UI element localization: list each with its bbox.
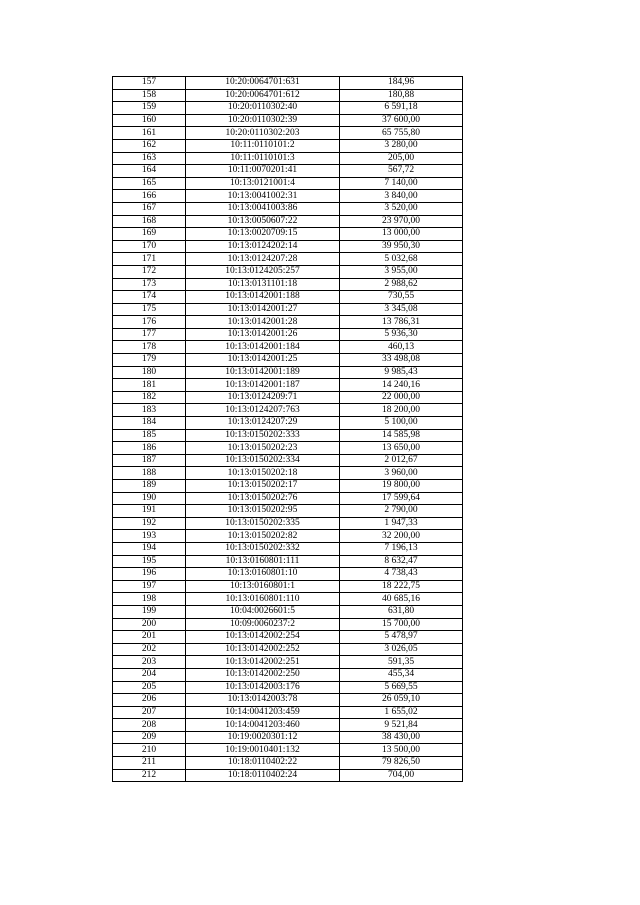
row-number-cell: 208 — [113, 719, 186, 732]
value-cell: 13 500,00 — [340, 744, 463, 757]
table-row — [113, 631, 463, 644]
cadastral-number-cell: 10:11:0110101:2 — [186, 139, 340, 152]
table-row — [113, 316, 463, 329]
row-number-cell: 163 — [113, 152, 186, 165]
table-row — [113, 681, 463, 694]
row-number-cell: 200 — [113, 618, 186, 631]
row-number-cell: 193 — [113, 530, 186, 543]
value-cell: 3 840,00 — [340, 190, 463, 203]
row-number-cell: 212 — [113, 769, 186, 782]
row-number-cell: 189 — [113, 480, 186, 493]
value-cell: 32 200,00 — [340, 530, 463, 543]
table-row — [113, 202, 463, 215]
table-row — [113, 719, 463, 732]
cadastral-number-cell: 10:13:0124209:71 — [186, 391, 340, 404]
row-number-cell: 180 — [113, 366, 186, 379]
table-row — [113, 291, 463, 304]
row-number-cell: 207 — [113, 706, 186, 719]
table-row — [113, 102, 463, 115]
cadastral-number-cell: 10:19:0010401:132 — [186, 744, 340, 757]
table-row — [113, 555, 463, 568]
row-number-cell: 191 — [113, 505, 186, 518]
cadastral-number-cell: 10:13:0142001:27 — [186, 303, 340, 316]
row-number-cell: 201 — [113, 631, 186, 644]
cadastral-number-cell: 10:13:0041003:86 — [186, 202, 340, 215]
table-row — [113, 391, 463, 404]
cadastral-number-cell: 10:20:0064701:631 — [186, 77, 340, 90]
cadastral-number-cell: 10:04:0026601:5 — [186, 605, 340, 618]
cadastral-number-cell: 10:13:0142001:184 — [186, 341, 340, 354]
table-row — [113, 127, 463, 140]
row-number-cell: 205 — [113, 681, 186, 694]
value-cell: 38 430,00 — [340, 731, 463, 744]
table-row — [113, 517, 463, 530]
row-number-cell: 179 — [113, 354, 186, 367]
row-number-cell: 168 — [113, 215, 186, 228]
value-cell: 3 345,08 — [340, 303, 463, 316]
cadastral-number-cell: 10:13:0142002:252 — [186, 643, 340, 656]
cadastral-number-cell: 10:13:0142001:28 — [186, 316, 340, 329]
table-row — [113, 542, 463, 555]
value-cell: 455,34 — [340, 668, 463, 681]
value-cell: 180,88 — [340, 89, 463, 102]
cadastral-number-cell: 10:13:0142001:26 — [186, 328, 340, 341]
value-cell: 184,96 — [340, 77, 463, 90]
cadastral-number-cell: 10:13:0124207:763 — [186, 404, 340, 417]
table-row — [113, 77, 463, 90]
table-row — [113, 429, 463, 442]
row-number-cell: 173 — [113, 278, 186, 291]
row-number-cell: 190 — [113, 492, 186, 505]
table-row — [113, 480, 463, 493]
table-row — [113, 240, 463, 253]
row-number-cell: 171 — [113, 253, 186, 266]
value-cell: 18 222,75 — [340, 580, 463, 593]
cadastral-number-cell: 10:13:0142002:251 — [186, 656, 340, 669]
table-row — [113, 618, 463, 631]
value-cell: 1 655,02 — [340, 706, 463, 719]
cadastral-number-cell: 10:20:0110302:39 — [186, 114, 340, 127]
cadastral-number-cell: 10:20:0064701:612 — [186, 89, 340, 102]
row-number-cell: 202 — [113, 643, 186, 656]
table-row — [113, 744, 463, 757]
table-row — [113, 643, 463, 656]
value-cell: 13 000,00 — [340, 228, 463, 241]
value-cell: 39 950,30 — [340, 240, 463, 253]
table-row — [113, 379, 463, 392]
cadastral-number-cell: 10:13:0142003:176 — [186, 681, 340, 694]
table-row — [113, 228, 463, 241]
value-cell: 5 936,30 — [340, 328, 463, 341]
table-row — [113, 265, 463, 278]
row-number-cell: 166 — [113, 190, 186, 203]
table-row — [113, 303, 463, 316]
value-cell: 567,72 — [340, 165, 463, 178]
row-number-cell: 198 — [113, 593, 186, 606]
table-row — [113, 215, 463, 228]
row-number-cell: 199 — [113, 605, 186, 618]
cadastral-number-cell: 10:18:0110402:24 — [186, 769, 340, 782]
row-number-cell: 165 — [113, 177, 186, 190]
value-cell: 1 947,33 — [340, 517, 463, 530]
table-row — [113, 769, 463, 782]
value-cell: 9 521,84 — [340, 719, 463, 732]
cadastral-number-cell: 10:14:0041203:459 — [186, 706, 340, 719]
value-cell: 7 140,00 — [340, 177, 463, 190]
table-row — [113, 668, 463, 681]
value-cell: 37 600,00 — [340, 114, 463, 127]
cadastral-number-cell: 10:13:0050607:22 — [186, 215, 340, 228]
cadastral-number-cell: 10:13:0150202:82 — [186, 530, 340, 543]
row-number-cell: 169 — [113, 228, 186, 241]
value-cell: 704,00 — [340, 769, 463, 782]
row-number-cell: 161 — [113, 127, 186, 140]
table-row — [113, 656, 463, 669]
table-body — [113, 77, 463, 782]
value-cell: 3 960,00 — [340, 467, 463, 480]
cadastral-number-cell: 10:13:0150202:18 — [186, 467, 340, 480]
row-number-cell: 175 — [113, 303, 186, 316]
row-number-cell: 204 — [113, 668, 186, 681]
value-cell: 14 585,98 — [340, 429, 463, 442]
cadastral-number-cell: 10:13:0121001:4 — [186, 177, 340, 190]
table-row — [113, 165, 463, 178]
row-number-cell: 184 — [113, 417, 186, 430]
table-row — [113, 341, 463, 354]
table-row — [113, 354, 463, 367]
value-cell: 2 790,00 — [340, 505, 463, 518]
row-number-cell: 170 — [113, 240, 186, 253]
cadastral-number-cell: 10:09:0060237:2 — [186, 618, 340, 631]
row-number-cell: 178 — [113, 341, 186, 354]
cadastral-number-cell: 10:13:0142001:187 — [186, 379, 340, 392]
row-number-cell: 183 — [113, 404, 186, 417]
cadastral-number-cell: 10:13:0150202:334 — [186, 454, 340, 467]
cadastral-number-cell: 10:13:0150202:17 — [186, 480, 340, 493]
value-cell: 3 520,00 — [340, 202, 463, 215]
value-cell: 591,35 — [340, 656, 463, 669]
value-cell: 18 200,00 — [340, 404, 463, 417]
value-cell: 7 196,13 — [340, 542, 463, 555]
value-cell: 79 826,50 — [340, 757, 463, 770]
table-row — [113, 706, 463, 719]
table-row — [113, 694, 463, 707]
value-cell: 631,80 — [340, 605, 463, 618]
cadastral-number-cell: 10:18:0110402:22 — [186, 757, 340, 770]
cadastral-number-cell: 10:13:0150202:333 — [186, 429, 340, 442]
value-cell: 33 498,08 — [340, 354, 463, 367]
table-row — [113, 328, 463, 341]
table-row — [113, 253, 463, 266]
cadastral-number-cell: 10:13:0124202:14 — [186, 240, 340, 253]
cadastral-number-cell: 10:13:0020709:15 — [186, 228, 340, 241]
row-number-cell: 186 — [113, 442, 186, 455]
cadastral-number-cell: 10:13:0150202:95 — [186, 505, 340, 518]
table-row — [113, 568, 463, 581]
table-row — [113, 177, 463, 190]
value-cell: 205,00 — [340, 152, 463, 165]
row-number-cell: 167 — [113, 202, 186, 215]
cadastral-number-cell: 10:13:0142001:188 — [186, 291, 340, 304]
parcel-table — [112, 76, 463, 782]
table-row — [113, 114, 463, 127]
cadastral-number-cell: 10:13:0150202:335 — [186, 517, 340, 530]
row-number-cell: 187 — [113, 454, 186, 467]
row-number-cell: 210 — [113, 744, 186, 757]
cadastral-number-cell: 10:13:0124207:29 — [186, 417, 340, 430]
cadastral-number-cell: 10:11:0070201:41 — [186, 165, 340, 178]
value-cell: 2 012,67 — [340, 454, 463, 467]
row-number-cell: 188 — [113, 467, 186, 480]
cadastral-number-cell: 10:13:0131101:18 — [186, 278, 340, 291]
cadastral-number-cell: 10:13:0160801:10 — [186, 568, 340, 581]
value-cell: 15 700,00 — [340, 618, 463, 631]
table-row — [113, 139, 463, 152]
table-row — [113, 442, 463, 455]
row-number-cell: 158 — [113, 89, 186, 102]
value-cell: 4 738,43 — [340, 568, 463, 581]
value-cell: 3 955,00 — [340, 265, 463, 278]
table-row — [113, 89, 463, 102]
row-number-cell: 211 — [113, 757, 186, 770]
value-cell: 5 100,00 — [340, 417, 463, 430]
row-number-cell: 185 — [113, 429, 186, 442]
cadastral-number-cell: 10:14:0041203:460 — [186, 719, 340, 732]
row-number-cell: 197 — [113, 580, 186, 593]
row-number-cell: 174 — [113, 291, 186, 304]
table-row — [113, 152, 463, 165]
value-cell: 65 755,80 — [340, 127, 463, 140]
value-cell: 14 240,16 — [340, 379, 463, 392]
value-cell: 22 000,00 — [340, 391, 463, 404]
row-number-cell: 164 — [113, 165, 186, 178]
row-number-cell: 159 — [113, 102, 186, 115]
value-cell: 40 685,16 — [340, 593, 463, 606]
cadastral-number-cell: 10:13:0142003:78 — [186, 694, 340, 707]
value-cell: 5 478,97 — [340, 631, 463, 644]
table-row — [113, 454, 463, 467]
row-number-cell: 176 — [113, 316, 186, 329]
value-cell: 2 988,62 — [340, 278, 463, 291]
row-number-cell: 203 — [113, 656, 186, 669]
cadastral-number-cell: 10:13:0142001:25 — [186, 354, 340, 367]
cadastral-number-cell: 10:13:0150202:23 — [186, 442, 340, 455]
value-cell: 26 059,10 — [340, 694, 463, 707]
table-row — [113, 731, 463, 744]
value-cell: 8 632,47 — [340, 555, 463, 568]
row-number-cell: 195 — [113, 555, 186, 568]
table-row — [113, 580, 463, 593]
value-cell: 23 970,00 — [340, 215, 463, 228]
value-cell: 19 800,00 — [340, 480, 463, 493]
table-row — [113, 278, 463, 291]
value-cell: 3 026,05 — [340, 643, 463, 656]
value-cell: 13 650,00 — [340, 442, 463, 455]
row-number-cell: 182 — [113, 391, 186, 404]
row-number-cell: 162 — [113, 139, 186, 152]
cadastral-number-cell: 10:13:0142002:250 — [186, 668, 340, 681]
cadastral-number-cell: 10:13:0160801:1 — [186, 580, 340, 593]
cadastral-number-cell: 10:20:0110302:40 — [186, 102, 340, 115]
table-row — [113, 757, 463, 770]
value-cell: 5 032,68 — [340, 253, 463, 266]
table-row — [113, 404, 463, 417]
row-number-cell: 160 — [113, 114, 186, 127]
table-row — [113, 467, 463, 480]
value-cell: 17 599,64 — [340, 492, 463, 505]
row-number-cell: 181 — [113, 379, 186, 392]
cadastral-number-cell: 10:13:0160801:110 — [186, 593, 340, 606]
table-row — [113, 530, 463, 543]
table-row — [113, 366, 463, 379]
table-row — [113, 492, 463, 505]
table-row — [113, 605, 463, 618]
table-row — [113, 190, 463, 203]
table-row — [113, 593, 463, 606]
row-number-cell: 157 — [113, 77, 186, 90]
table-row — [113, 505, 463, 518]
cadastral-number-cell: 10:11:0110101:3 — [186, 152, 340, 165]
value-cell: 3 280,00 — [340, 139, 463, 152]
cadastral-number-cell: 10:20:0110302:203 — [186, 127, 340, 140]
row-number-cell: 177 — [113, 328, 186, 341]
row-number-cell: 206 — [113, 694, 186, 707]
table-row — [113, 417, 463, 430]
cadastral-number-cell: 10:13:0160801:111 — [186, 555, 340, 568]
cadastral-number-cell: 10:13:0142001:189 — [186, 366, 340, 379]
value-cell: 460,13 — [340, 341, 463, 354]
cadastral-number-cell: 10:13:0041002:31 — [186, 190, 340, 203]
row-number-cell: 192 — [113, 517, 186, 530]
row-number-cell: 172 — [113, 265, 186, 278]
row-number-cell: 209 — [113, 731, 186, 744]
cadastral-number-cell: 10:13:0142002:254 — [186, 631, 340, 644]
cadastral-number-cell: 10:13:0124205:257 — [186, 265, 340, 278]
value-cell: 5 669,55 — [340, 681, 463, 694]
value-cell: 9 985,43 — [340, 366, 463, 379]
cadastral-number-cell: 10:13:0124207:28 — [186, 253, 340, 266]
cadastral-number-cell: 10:19:0020301:12 — [186, 731, 340, 744]
value-cell: 13 786,31 — [340, 316, 463, 329]
row-number-cell: 196 — [113, 568, 186, 581]
cadastral-number-cell: 10:13:0150202:76 — [186, 492, 340, 505]
value-cell: 6 591,18 — [340, 102, 463, 115]
cadastral-number-cell: 10:13:0150202:332 — [186, 542, 340, 555]
value-cell: 730,55 — [340, 291, 463, 304]
row-number-cell: 194 — [113, 542, 186, 555]
